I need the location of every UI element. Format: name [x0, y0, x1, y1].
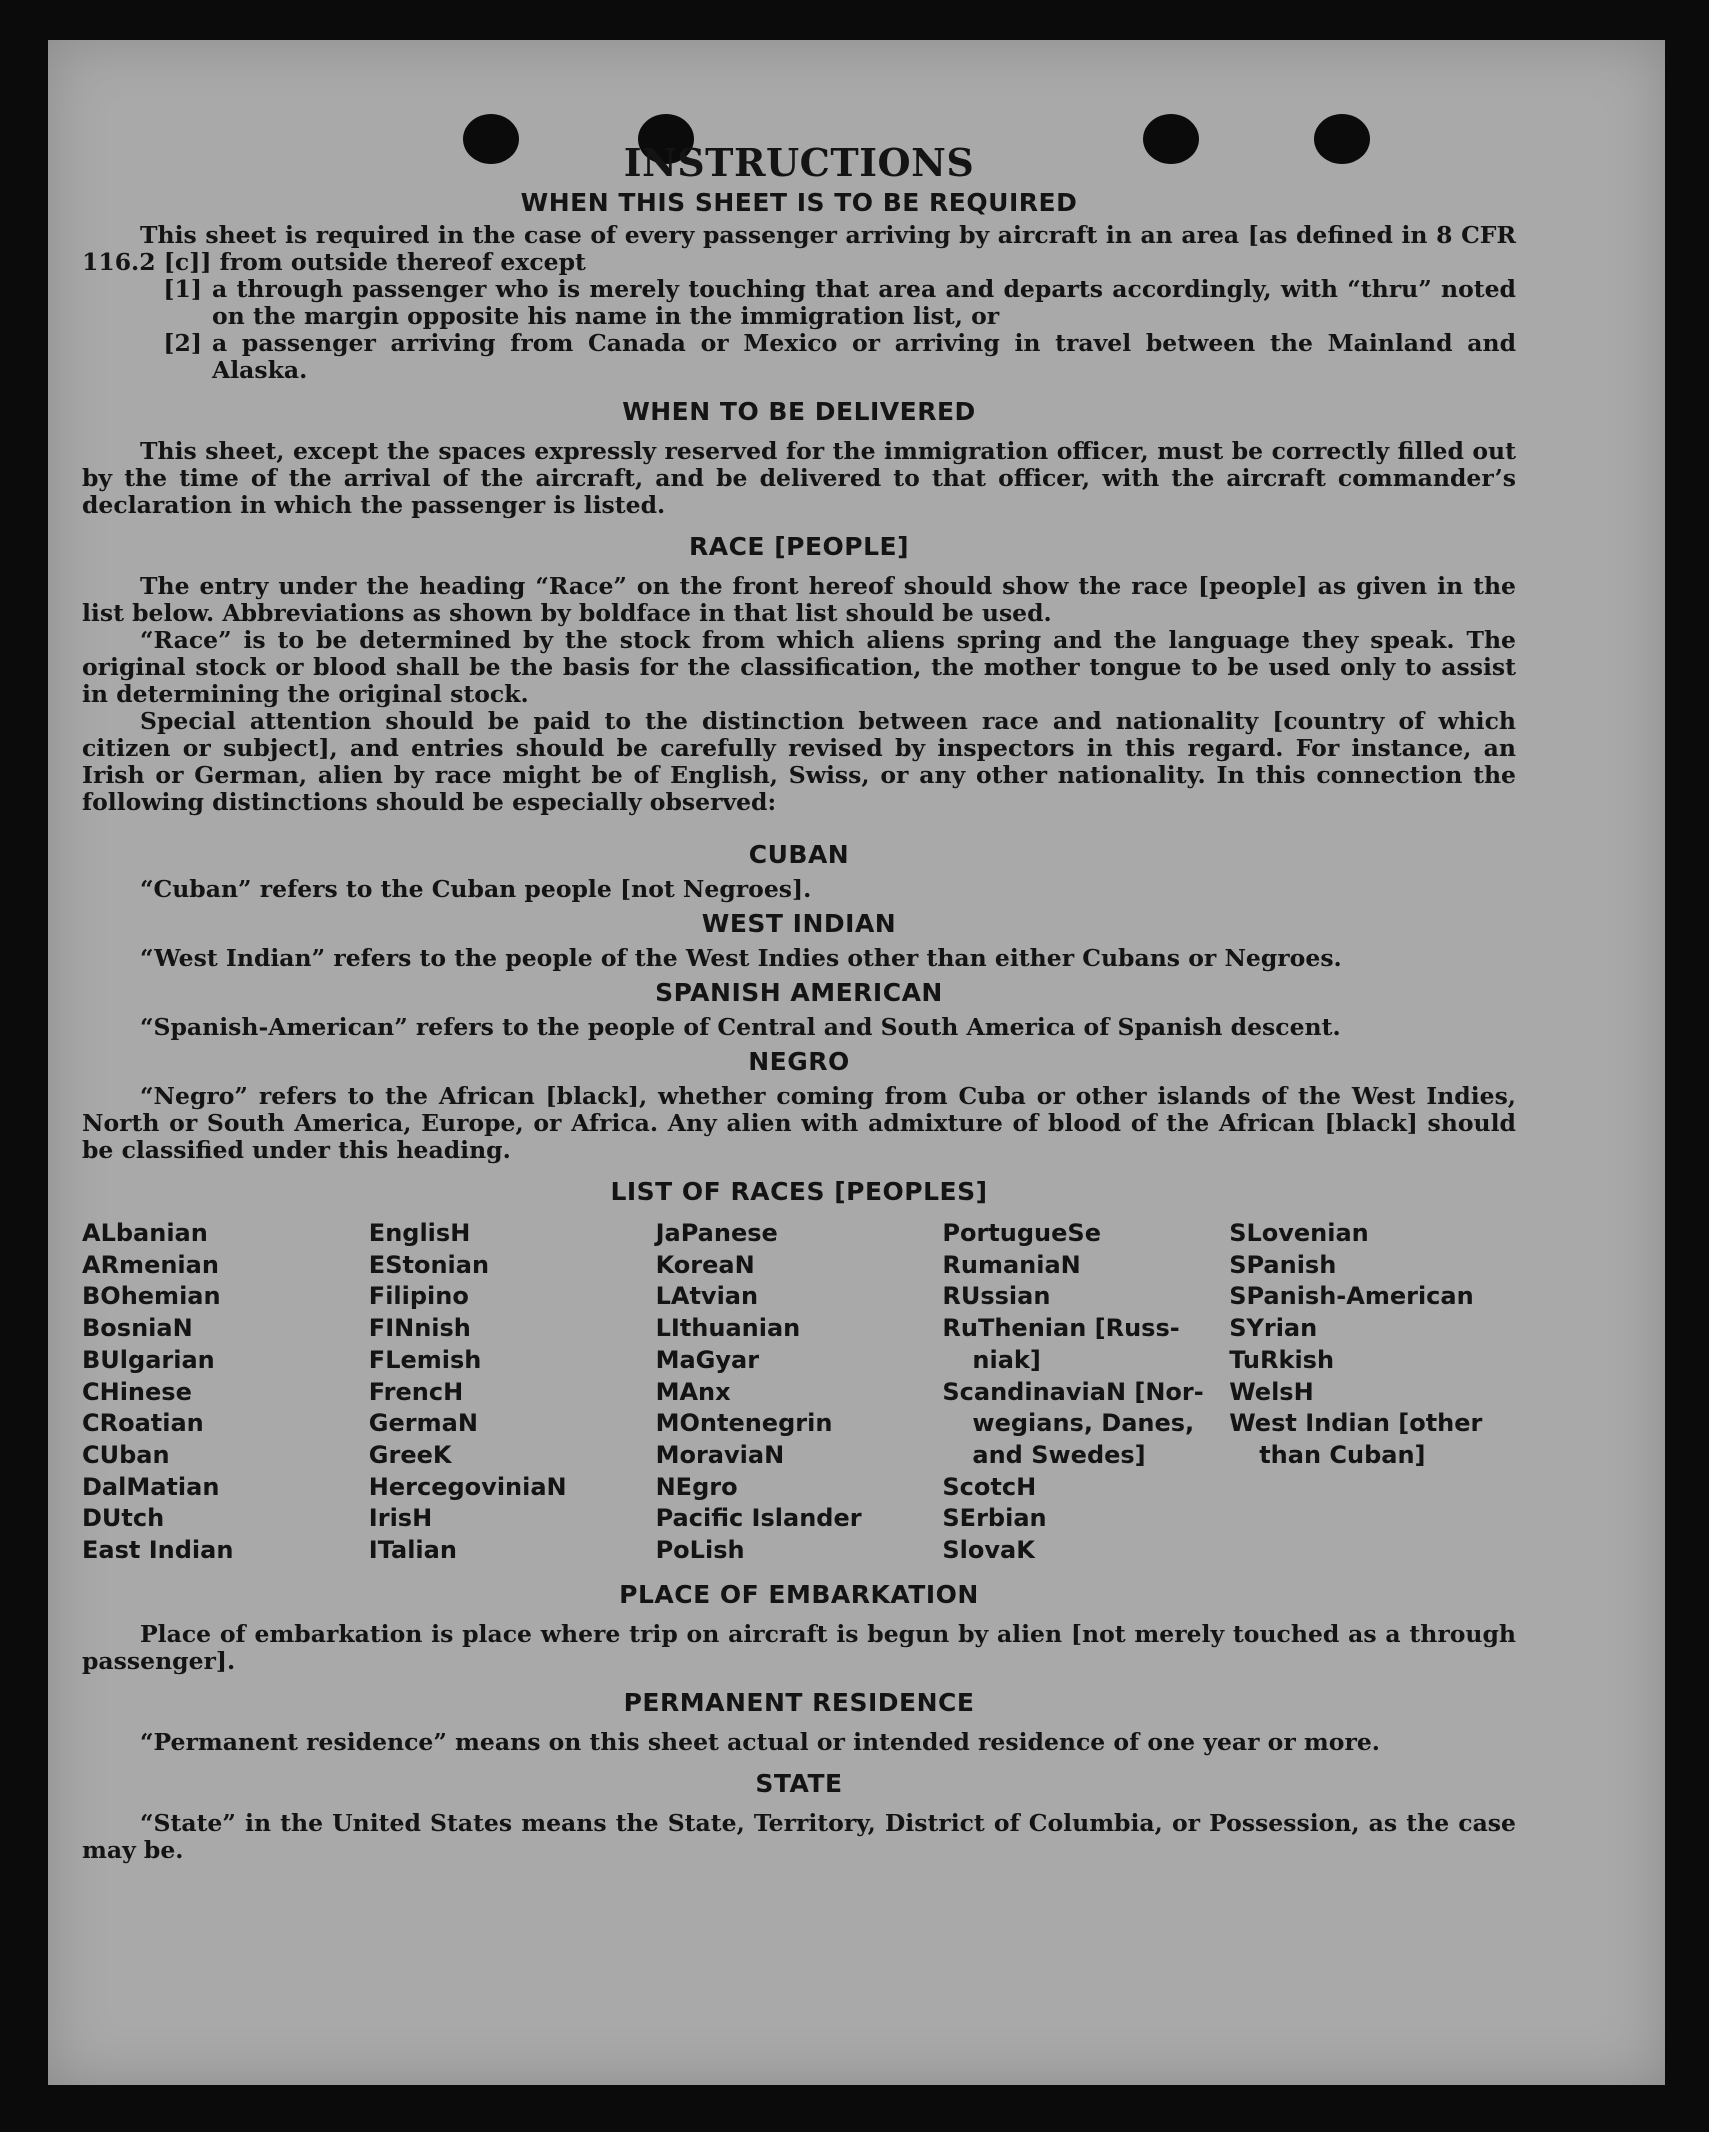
race-entry: GermaN	[368, 1409, 478, 1438]
race-entry: FINnish	[368, 1314, 471, 1343]
delivered-text: This sheet, except the spaces expressly reserved for the immigration officer, must be correctly filled out by the time of the arrival of the aircraft, and be delivered to that officer, with the aircraft commander’s declaration in which the passenger is listed.	[82, 437, 1516, 519]
race-entry: SErbian	[942, 1504, 1047, 1533]
heading-permanent-residence: PERMANENT RESIDENCE	[623, 1687, 975, 1717]
race-entry: than Cuban]	[1259, 1440, 1426, 1469]
race-entry: NEgro	[655, 1472, 738, 1501]
item-text: a passenger arriving from Canada or Mexico or arriving in travel between the Mainland and Alaska.	[212, 329, 1516, 384]
state-text: “State” in the United States means the State, Territory, District of Columbia, or Possession, as the case may be.	[82, 1808, 1516, 1864]
race-entry: West Indian [other	[1229, 1409, 1483, 1438]
race-entry: DUtch	[82, 1504, 165, 1533]
race-entry: ITalian	[368, 1536, 457, 1565]
race-entry: MAnx	[655, 1377, 731, 1406]
race-entry: IrisH	[368, 1504, 433, 1533]
race-entry: LAtvian	[655, 1282, 759, 1311]
item-number: [1]	[163, 275, 202, 303]
cuban-text: “Cuban” refers to the Cuban people [not Negroes].	[140, 875, 812, 903]
race-entry: East Indian	[82, 1536, 234, 1565]
race-entry: JaPanese	[655, 1219, 778, 1247]
races-column	[656, 1218, 943, 1567]
instructions-content	[82, 132, 1516, 1864]
heading-when-required: WHEN THIS SHEET IS TO BE REQUIRED	[520, 188, 1078, 217]
race-entry: SPanish-American	[1229, 1282, 1474, 1311]
heading-spanish-american: SPANISH AMERICAN	[655, 978, 943, 1007]
required-item	[82, 276, 1516, 330]
race-entry: GreeK	[368, 1440, 452, 1469]
race-entry: EnglisH	[368, 1219, 471, 1247]
race-entry: RuThenian [Russ-	[942, 1314, 1180, 1343]
race-entry: CUban	[82, 1440, 170, 1469]
negro-text: “Negro” refers to the African [black], whether coming from Cuba or other islands of the West Indies, North or South America, Europe, or Africa. Any alien with admixture of blood of the African [black] should be classified under this heading.	[82, 1082, 1516, 1164]
race-entry: RUssian	[942, 1282, 1051, 1311]
race-entry: CRoatian	[82, 1409, 204, 1438]
race-entry: FLemish	[368, 1345, 482, 1374]
heading-negro: NEGRO	[748, 1047, 850, 1076]
race-entry: CHinese	[82, 1377, 192, 1406]
race-paragraph-1: The entry under the heading “Race” on the front hereof should show the race [people] as given in the list below. Abbreviations as shown by boldface in that list should be used.	[82, 572, 1516, 627]
race-entry: wegians, Danes,	[972, 1409, 1195, 1438]
race-entry: ScotcH	[942, 1472, 1037, 1501]
race-entry: ARmenian	[82, 1250, 219, 1279]
races-list	[82, 1218, 1516, 1567]
race-entry: and Swedes]	[972, 1440, 1146, 1469]
heading-when-delivered: WHEN TO BE DELIVERED	[622, 397, 976, 426]
race-entry: MOntenegrin	[655, 1409, 833, 1438]
heading-state: STATE	[755, 1768, 843, 1798]
embarkation-text: Place of embarkation is place where trip on aircraft is begun by alien [not merely touched as a through passenger].	[82, 1619, 1516, 1675]
heading-cuban: CUBAN	[748, 840, 850, 869]
races-column	[82, 1218, 369, 1567]
race-entry: ScandinaviaN [Nor-	[942, 1377, 1204, 1406]
race-entry: PortugueSe	[942, 1219, 1101, 1247]
page-title: INSTRUCTIONS	[623, 140, 975, 185]
race-entry: ALbanian	[82, 1219, 208, 1247]
west-indian-text: “West Indian” refers to the people of the West Indies other than either Cubans or Negroes.	[140, 944, 1342, 972]
heading-embarkation: PLACE OF EMBARKATION	[619, 1579, 979, 1609]
race-entry: SPanish	[1229, 1250, 1337, 1279]
race-entry: HercegoviniaN	[368, 1472, 567, 1501]
race-entry: Pacific Islander	[655, 1504, 862, 1533]
race-entry: Filipino	[368, 1282, 469, 1311]
spanish-american-text: “Spanish-American” refers to the people of Central and South America of Spanish descent.	[140, 1013, 1341, 1041]
race-entry: BUlgarian	[82, 1345, 215, 1374]
races-column	[1229, 1218, 1516, 1567]
race-entry: PoLish	[655, 1536, 745, 1565]
heading-race: RACE [PEOPLE]	[688, 532, 910, 561]
race-entry: BOhemian	[82, 1282, 221, 1311]
required-item	[82, 330, 1516, 384]
race-entry: RumaniaN	[942, 1250, 1081, 1279]
heading-list-of-races: LIST OF RACES [PEOPLES]	[610, 1177, 988, 1206]
race-entry: MoraviaN	[655, 1440, 785, 1469]
race-entry: TuRkish	[1229, 1345, 1335, 1374]
item-text: a through passenger who is merely touching that area and departs accordingly, with “thru” noted on the margin opposite his name in the immigration list, or	[212, 275, 1516, 330]
race-entry: SlovaK	[942, 1536, 1035, 1565]
race-entry: KoreaN	[655, 1250, 755, 1279]
race-entry: SLovenian	[1229, 1219, 1369, 1247]
race-entry: niak]	[972, 1345, 1041, 1374]
races-column	[369, 1218, 656, 1567]
race-entry: EStonian	[368, 1250, 490, 1279]
race-entry: LIthuanian	[655, 1314, 801, 1343]
race-paragraph-3: Special attention should be paid to the distinction between race and nationality [country of which citizen or subject], and entries should be carefully revised by inspectors in this regard. For instance, an Irish or German, alien by race might be of English, Swiss, or any other nationality. In this connection the following distinctions should be especially observed:	[82, 707, 1516, 816]
race-entry: BosniaN	[82, 1314, 193, 1343]
race-entry: SYrian	[1229, 1314, 1318, 1343]
race-entry: WelsH	[1229, 1377, 1314, 1406]
required-intro: This sheet is required in the case of every passenger arriving by aircraft in an area [as defined in 8 CFR 116.2 [c]] from outside thereof except	[82, 221, 1516, 276]
races-column	[942, 1218, 1229, 1567]
race-entry: MaGyar	[655, 1345, 760, 1374]
race-entry: DalMatian	[82, 1472, 220, 1501]
race-paragraph-2: “Race” is to be determined by the stock from which aliens spring and the language they speak. The original stock or blood shall be the basis for the classification, the mother tongue to be used only to assist in determining the original stock.	[82, 626, 1516, 708]
race-entry: FrencH	[368, 1377, 464, 1406]
item-number: [2]	[163, 329, 202, 357]
residence-text: “Permanent residence” means on this sheet actual or intended residence of one year or more.	[140, 1727, 1380, 1756]
heading-west-indian: WEST INDIAN	[701, 909, 897, 938]
